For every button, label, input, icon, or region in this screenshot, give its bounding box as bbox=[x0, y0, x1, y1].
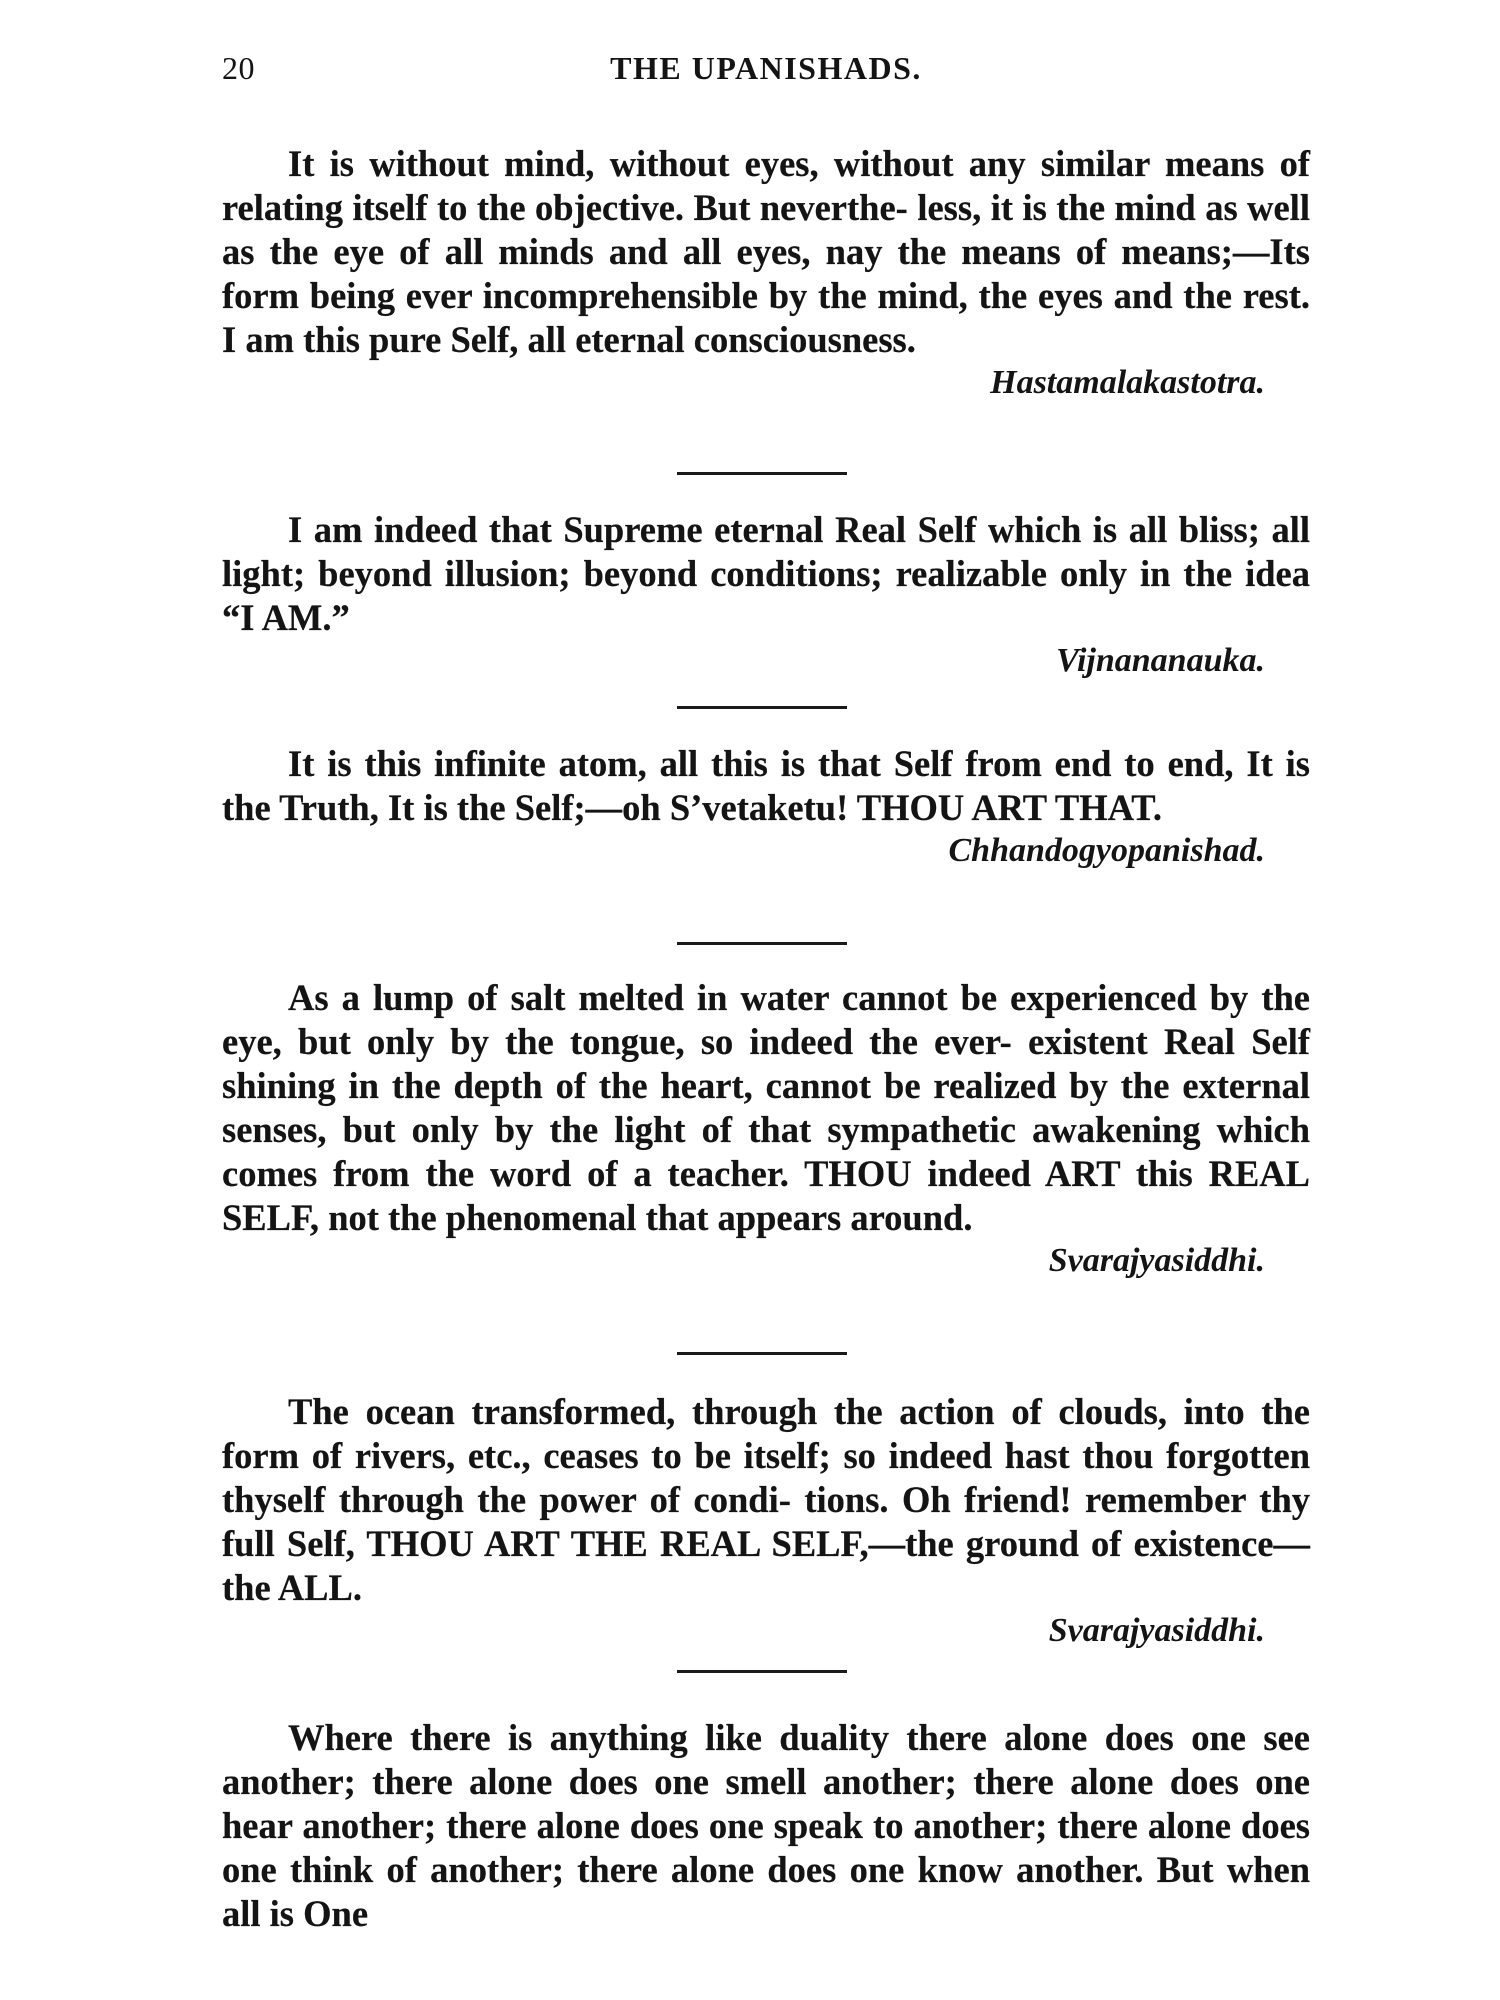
passage-text bbox=[222, 1716, 1310, 1936]
text-line: there alone does one hear another; there alone does one bbox=[222, 1761, 1311, 1846]
text-line: hast thou forgotten thyself through the power of condi- bbox=[222, 1435, 1310, 1520]
text-line: of that sympathetic awakening which comes from the word bbox=[222, 1109, 1310, 1194]
passage-1 bbox=[222, 142, 1310, 404]
text-line: one see another; there alone does one smell another; bbox=[222, 1717, 1310, 1802]
page-header bbox=[222, 50, 1310, 94]
passage-text bbox=[222, 976, 1310, 1240]
section-divider bbox=[677, 1352, 847, 1355]
page-number: 20 bbox=[222, 50, 255, 86]
source-attribution: Svarajyasiddhi. bbox=[1048, 1612, 1265, 1649]
passage-3 bbox=[222, 742, 1310, 872]
source-attribution: Vijnananauka. bbox=[1056, 642, 1265, 679]
section-divider bbox=[677, 706, 847, 709]
text-line: ART THAT. bbox=[971, 787, 1163, 828]
text-line: all bliss; all light; beyond illusion; beyond conditions; bbox=[222, 509, 1310, 594]
text-line: of a teacher. THOU indeed ART this REAL SELF, bbox=[222, 1153, 1311, 1238]
passage-text bbox=[222, 742, 1310, 830]
text-line: incomprehensible by the mind, the eyes and the rest. bbox=[482, 275, 1310, 316]
section-divider bbox=[677, 1670, 847, 1673]
text-line: I am this pure Self, all eternal consciousness. bbox=[222, 319, 916, 360]
text-line: by the eye, but only by the tongue, so indeed the ever- bbox=[222, 977, 1310, 1062]
text-line: means of relating itself to the objective. But neverthe- bbox=[222, 143, 1311, 228]
text-line: Where there is anything like duality there alone does bbox=[288, 1717, 1174, 1758]
passage-5 bbox=[222, 1390, 1310, 1652]
passage-text bbox=[222, 142, 1310, 362]
text-line: THE REAL SELF,—the ground of existence—the ALL. bbox=[222, 1523, 1311, 1608]
running-title: THE UPANISHADS. bbox=[610, 50, 922, 86]
text-line: I am indeed that Supreme eternal Real Self which is bbox=[288, 509, 1118, 550]
text-line: It is this infinite atom, all this is that Self from end to bbox=[288, 743, 1155, 784]
text-line: The ocean transformed, through the action of clouds, bbox=[288, 1391, 1167, 1432]
passage-4 bbox=[222, 976, 1310, 1282]
text-line: be realized by the external senses, but only by the light bbox=[222, 1065, 1311, 1150]
passage-text bbox=[222, 1390, 1310, 1610]
text-line: It is without mind, without eyes, without any similar bbox=[288, 143, 1150, 184]
text-line: less, it is the mind as well as the eye of all minds and all bbox=[222, 187, 1310, 272]
text-line: end, It is the Truth, It is the Self;—oh S’vetaketu! THOU bbox=[222, 743, 1311, 828]
text-line: tions. Oh friend! remember thy full Self, THOU ART bbox=[222, 1479, 1311, 1564]
text-line: realizable only in the idea “I AM.” bbox=[222, 553, 1310, 638]
text-line: there alone does one know another. But when all is One bbox=[222, 1849, 1311, 1934]
section-divider bbox=[677, 942, 847, 945]
passage-6 bbox=[222, 1716, 1310, 1936]
section-divider bbox=[677, 472, 847, 475]
text-line: speak to another; there alone does one think of another; bbox=[222, 1805, 1310, 1890]
source-attribution: Chhandogyopanishad. bbox=[948, 832, 1265, 869]
text-line: As a lump of salt melted in water cannot be experienced bbox=[288, 977, 1197, 1018]
passage-text bbox=[222, 508, 1310, 640]
text-line: existent Real Self shining in the depth of the heart, cannot bbox=[222, 1021, 1310, 1106]
passage-2 bbox=[222, 508, 1310, 682]
source-attribution: Hastamalakastotra. bbox=[990, 364, 1265, 401]
text-line: into the form of rivers, etc., ceases to be itself; so indeed bbox=[222, 1391, 1310, 1476]
text-line: not the phenomenal that appears around. bbox=[328, 1197, 973, 1238]
source-attribution: Svarajyasiddhi. bbox=[1048, 1242, 1265, 1279]
text-line: eyes, nay the means of means;—Its form being ever bbox=[222, 231, 1310, 316]
